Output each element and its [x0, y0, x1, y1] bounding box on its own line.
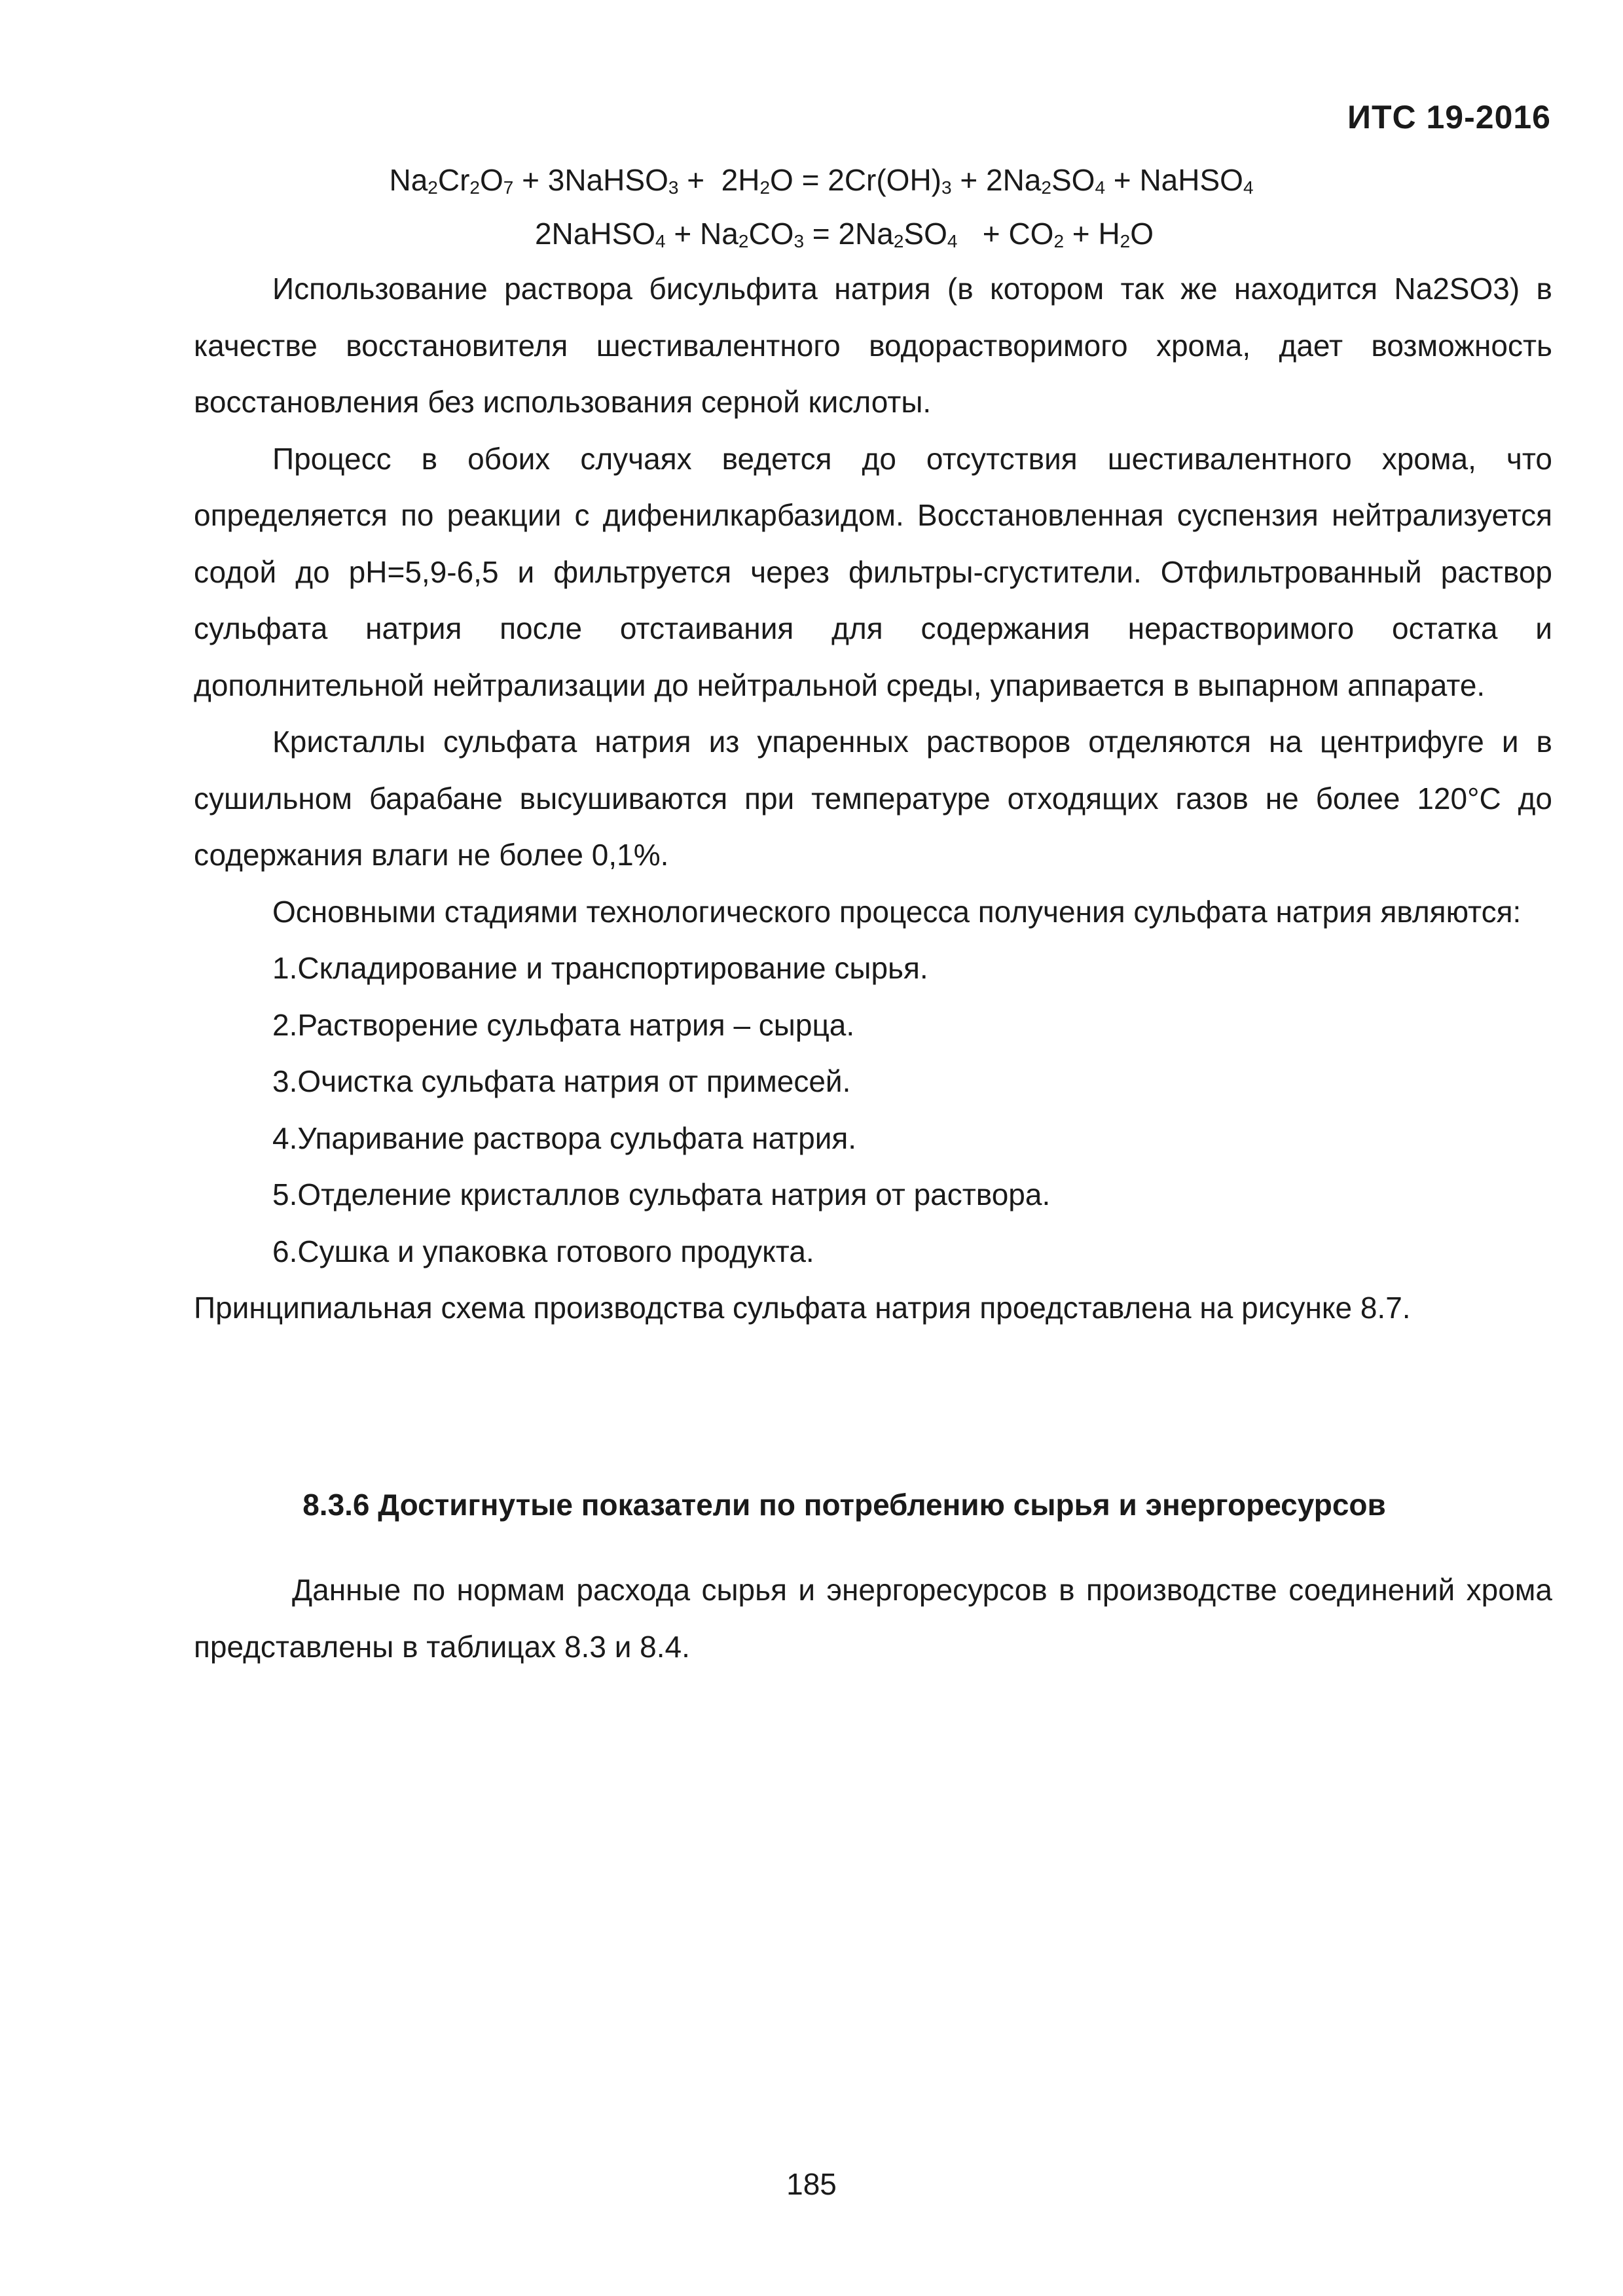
page-number: 185 [786, 2167, 837, 2201]
list-item: 5.Отделение кристаллов сульфата натрия от раствора. [272, 1177, 1051, 1211]
list-item: 6.Сушка и упаковка готового продукта. [272, 1234, 814, 1268]
paragraph-crystals: Кристаллы сульфата натрия из упаренных растворов отделяются на центрифуге и в сушильном барабане высушиваются при температуре отходящих газов не более 120°С до содержания влаги не более 0,1%. [194, 725, 1552, 872]
list-item: 3.Очистка сульфата натрия от примесей. [272, 1064, 851, 1098]
paragraph-process: Процесс в обоих случаях ведется до отсутствия шестивалентного хрома, что определяется по реакции с дифенилкарбазидом. Восстановленная суспензия нейтрализуется содой до pH=5,9-6,5 и фильтруется через фильтры-сгустители. Отфильтрованный раствор сульфата натрия после отстаивания для содержания нерастворимого остатка и дополнительной нейтрализации до нейтральной среды, упаривается в выпарном аппарате. [194, 441, 1552, 702]
subscript: 2 [1120, 231, 1131, 251]
subscript: 2 [738, 231, 749, 251]
subscript: 2 [893, 231, 904, 251]
section-heading: 8.3.6 Достигнутые показатели по потреблению сырья и энергоресурсов [302, 1488, 1386, 1522]
subscript: 3 [941, 177, 952, 198]
subscript: 4 [1243, 177, 1254, 198]
paragraph-tables-reference: Данные по нормам расхода сырья и энергоресурсов в производстве соединений хрома представлены в таблицах 8.3 и 8.4. [194, 1573, 1552, 1664]
subscript: 3 [668, 177, 679, 198]
list-item: 2.Растворение сульфата натрия – сырца. [272, 1007, 855, 1042]
chemical-equation-2: 2NaHSO$_4$ + $Na_2CO_3 = 2Na_2SO_4 + CO_2 + H_2O$ [534, 217, 1154, 251]
subscript: 2 [1041, 177, 1051, 198]
subscript: 4 [1095, 177, 1106, 198]
paragraph-scheme-reference: Принципиальная схема производства сульфата натрия проедставлена на рисунке 8.7. [194, 1291, 1411, 1325]
chemical-equation-1: $Na_2Cr_2O_7$ + 3NaHSO$_3$ + $2H_2O = 2Cr(OH)_3 + 2Na_2SO_4$ + NaHSO$_4$ [389, 163, 1254, 198]
subscript: 4 [655, 231, 666, 251]
list-item: 1.Складирование и транспортирование сырья. [272, 951, 928, 985]
subscript: 2 [1053, 231, 1065, 251]
body-text [194, 260, 1552, 1336]
paragraph-stages-intro: Основными стадиями технологического процесса получения сульфата натрия являются: [272, 894, 1522, 929]
section-text [194, 1562, 1552, 1675]
subscript: 2 [469, 177, 480, 198]
document-code-header: ИТС 19-2016 [1347, 99, 1551, 135]
subscript: 2 [759, 177, 771, 198]
subscript: 4 [947, 231, 958, 251]
list-item: 4.Упаривание раствора сульфата натрия. [272, 1121, 857, 1155]
paragraph-bisulfite: Использование раствора бисульфита натрия (в котором так же находится Na2SO3) в качестве восстановителя шестивалентного водорастворимого хрома, дает возможность восстановления без использования серной кислоты. [194, 272, 1552, 419]
subscript: 3 [793, 231, 805, 251]
subscript: 2 [428, 177, 438, 198]
subscript: 7 [503, 177, 514, 198]
